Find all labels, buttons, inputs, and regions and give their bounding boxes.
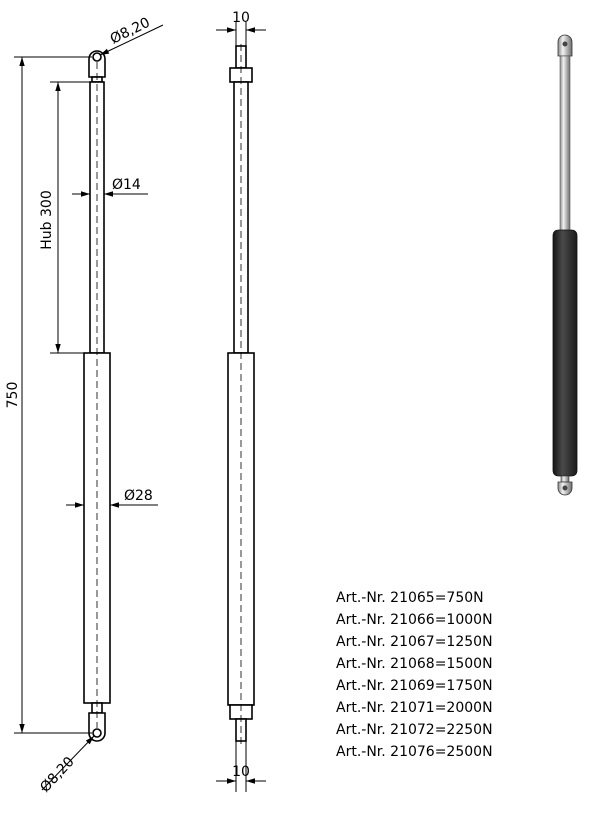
side-view — [216, 10, 266, 792]
gas-spring-render — [553, 35, 577, 495]
article-item: Art.-Nr. 21066=1000N — [336, 612, 493, 628]
article-item: Art.-Nr. 21076=2500N — [336, 744, 493, 760]
article-item: Art.-Nr. 21072=2250N — [336, 722, 493, 738]
bottom-eye-hole — [93, 729, 101, 737]
article-item: Art.-Nr. 21071=2000N — [336, 700, 493, 716]
side-top-width-label: 10 — [232, 10, 250, 26]
article-list — [336, 590, 493, 760]
article-item: Art.-Nr. 21069=1750N — [336, 678, 493, 694]
top-eye-diameter-label: Ø8,20 — [107, 14, 153, 48]
length-label: 750 — [5, 381, 21, 409]
article-item: Art.-Nr. 21067=1250N — [336, 634, 493, 650]
cylinder-diameter-label: Ø28 — [124, 488, 153, 504]
side-bottom-width-label: 10 — [232, 764, 250, 780]
top-eye-hole — [93, 53, 101, 61]
rod-diameter-label: Ø14 — [112, 177, 141, 193]
stroke-label: Hub 300 — [39, 190, 55, 250]
article-item: Art.-Nr. 21065=750N — [336, 590, 484, 606]
render-cylinder — [553, 230, 577, 476]
render-rod — [560, 56, 570, 232]
front-view — [5, 15, 163, 796]
bottom-eye-diameter-label: Ø8,20 — [37, 753, 78, 796]
article-item: Art.-Nr. 21068=1500N — [336, 656, 493, 672]
